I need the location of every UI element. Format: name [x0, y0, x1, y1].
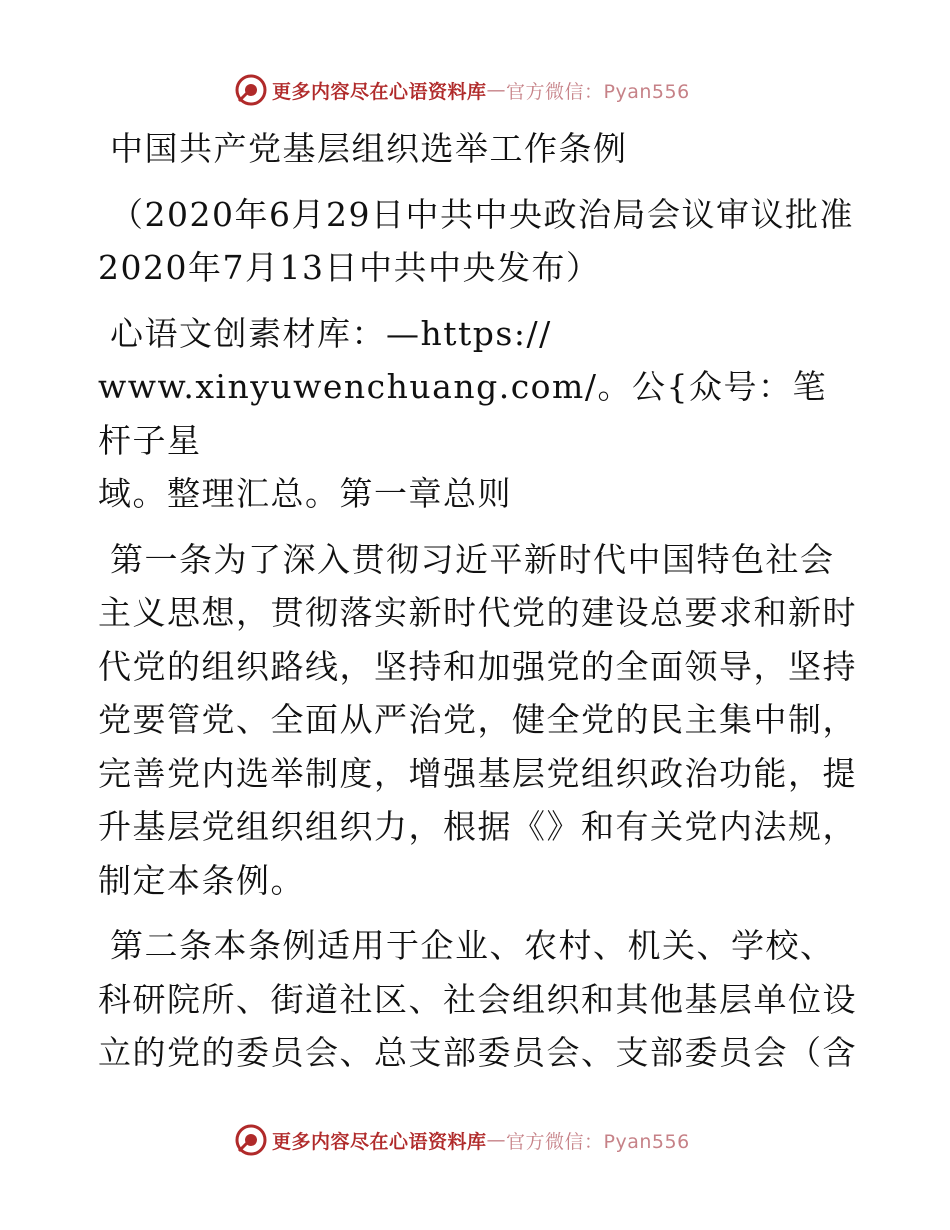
- watermark-text: 更多内容尽在心语资料库: [272, 80, 487, 103]
- document-body: [98, 122, 858, 1080]
- source-line: www.xinyuwenchuang.com/。公{众号：笔杆子星: [98, 367, 827, 460]
- date-line: 2020年7月13日中共中央发布）: [98, 248, 601, 287]
- header-watermark: [234, 72, 690, 108]
- watermark-contact: 官方微信：Pyan556: [506, 80, 690, 103]
- paragraph-line: 第二条本条例适用于企业、农村、机关、学校、: [110, 926, 835, 965]
- paragraph-line: 立的党的委员会、总支部委员会、支部委员会（含: [98, 1033, 857, 1072]
- paragraph-line: 科研院所、街道社区、社会组织和其他基层单位设: [98, 979, 857, 1019]
- date-line: （2020年6月29日中共中央政治局会议审议批准: [110, 194, 854, 234]
- watermark-text: 更多内容尽在心语资料库: [272, 1130, 487, 1153]
- watermark-contact: 官方微信：Pyan556: [506, 1130, 690, 1153]
- document-title: 中国共产党基层组织选举工作条例: [110, 129, 628, 168]
- paragraph-line: 党要管党、全面从严治党，健全党的民主集中制，: [98, 700, 857, 739]
- paragraph-line: 制定本条例。: [98, 860, 305, 900]
- footer-watermark: [234, 1122, 690, 1158]
- logo-icon: [234, 73, 268, 107]
- paragraph-line: 升基层党组织组织力，根据《》和有关党内法规，: [98, 807, 857, 846]
- source-line: 心语文创素材库：—https://: [110, 313, 552, 353]
- watermark-separator: —: [486, 79, 507, 101]
- article-1: [98, 533, 858, 908]
- paragraph-line: 完善党内选举制度，增强基层党组织政治功能，提: [98, 753, 857, 793]
- article-2: [98, 919, 858, 1080]
- logo-icon: [234, 1123, 268, 1157]
- watermark-separator: —: [486, 1129, 507, 1151]
- paragraph-line: 代党的组织路线，坚持和加强党的全面领导，坚持: [98, 646, 857, 686]
- paragraph-line: 主义思想，贯彻落实新时代党的建设总要求和新时: [98, 593, 857, 632]
- paragraph-line: 第一条为了深入贯彻习近平新时代中国特色社会: [110, 539, 835, 579]
- source-line: 域。整理汇总。第一章总则: [98, 474, 512, 513]
